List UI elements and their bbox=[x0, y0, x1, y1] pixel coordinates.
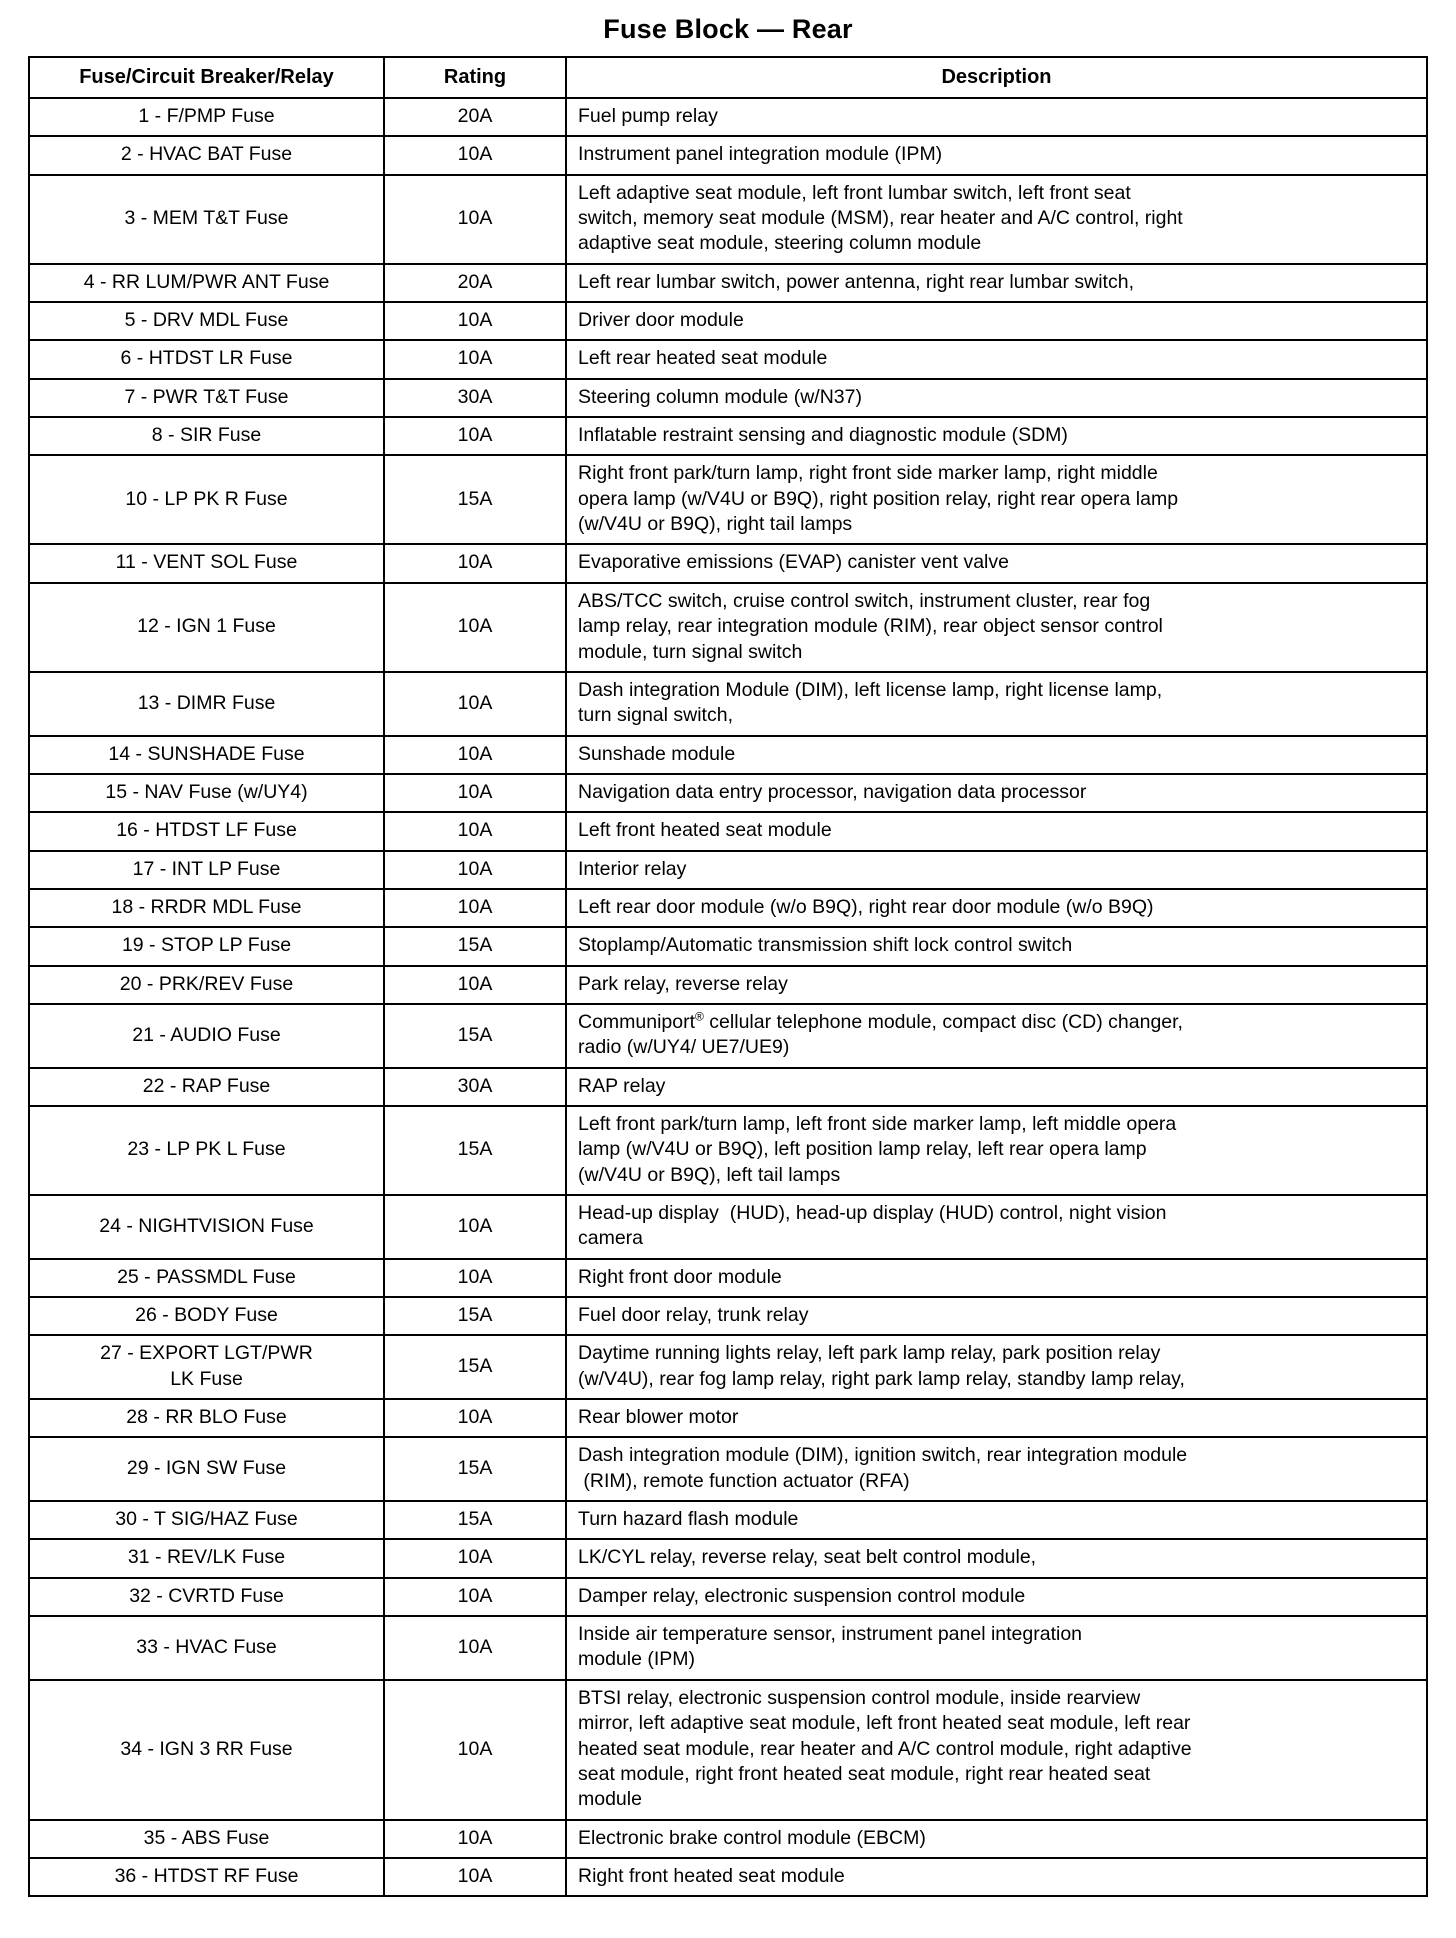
cell-description: Dash integration module (DIM), ignition switch, rear integration module (RIM), remote function actuator (RFA) bbox=[566, 1437, 1427, 1501]
cell-rating: 10A bbox=[384, 812, 566, 850]
cell-description: Daytime running lights relay, left park lamp relay, park position relay (w/V4U), rear fog lamp relay, right park lamp relay, standby lamp relay, bbox=[566, 1335, 1427, 1399]
cell-circuit: 7 - PWR T&T Fuse bbox=[29, 379, 384, 417]
cell-circuit: 2 - HVAC BAT Fuse bbox=[29, 136, 384, 174]
cell-circuit: 34 - IGN 3 RR Fuse bbox=[29, 1680, 384, 1820]
fuse-block-table bbox=[28, 56, 1428, 1897]
cell-rating: 10A bbox=[384, 736, 566, 774]
cell-circuit: 20 - PRK/REV Fuse bbox=[29, 966, 384, 1004]
cell-description: Instrument panel integration module (IPM) bbox=[566, 136, 1427, 174]
cell-description: Communiport® cellular telephone module, compact disc (CD) changer, radio (w/UY4/ UE7/UE9) bbox=[566, 1004, 1427, 1068]
cell-circuit: 22 - RAP Fuse bbox=[29, 1068, 384, 1106]
table-row bbox=[29, 1259, 1427, 1297]
table-row bbox=[29, 1680, 1427, 1820]
table-row bbox=[29, 889, 1427, 927]
table-row bbox=[29, 966, 1427, 1004]
table-row bbox=[29, 1335, 1427, 1399]
cell-rating: 15A bbox=[384, 1501, 566, 1539]
cell-circuit: 36 - HTDST RF Fuse bbox=[29, 1858, 384, 1896]
cell-rating: 15A bbox=[384, 1335, 566, 1399]
column-header-circuit: Fuse/Circuit Breaker/Relay bbox=[29, 57, 384, 98]
cell-description: Sunshade module bbox=[566, 736, 1427, 774]
cell-description: Left rear heated seat module bbox=[566, 340, 1427, 378]
table-row bbox=[29, 98, 1427, 136]
cell-rating: 10A bbox=[384, 1259, 566, 1297]
cell-circuit: 29 - IGN SW Fuse bbox=[29, 1437, 384, 1501]
cell-circuit: 15 - NAV Fuse (w/UY4) bbox=[29, 774, 384, 812]
table-row bbox=[29, 175, 1427, 264]
cell-description: Left rear door module (w/o B9Q), right rear door module (w/o B9Q) bbox=[566, 889, 1427, 927]
cell-description: LK/CYL relay, reverse relay, seat belt control module, bbox=[566, 1539, 1427, 1577]
cell-description: Head-up display (HUD), head-up display (HUD) control, night vision camera bbox=[566, 1195, 1427, 1259]
cell-description: BTSI relay, electronic suspension control module, inside rearview mirror, left adaptive seat module, left front heated seat module, left rear heated seat module, rear heater and A/C control module, right adaptive seat module, right front heated seat module, right rear heated seat module bbox=[566, 1680, 1427, 1820]
cell-description: Steering column module (w/N37) bbox=[566, 379, 1427, 417]
cell-description: Turn hazard flash module bbox=[566, 1501, 1427, 1539]
cell-circuit: 23 - LP PK L Fuse bbox=[29, 1106, 384, 1195]
table-row bbox=[29, 264, 1427, 302]
cell-rating: 20A bbox=[384, 264, 566, 302]
cell-description: Damper relay, electronic suspension control module bbox=[566, 1578, 1427, 1616]
cell-description: Inflatable restraint sensing and diagnostic module (SDM) bbox=[566, 417, 1427, 455]
cell-description: Stoplamp/Automatic transmission shift lock control switch bbox=[566, 927, 1427, 965]
table-row bbox=[29, 544, 1427, 582]
table-row bbox=[29, 672, 1427, 736]
cell-rating: 30A bbox=[384, 379, 566, 417]
table-row bbox=[29, 1501, 1427, 1539]
table-row bbox=[29, 1068, 1427, 1106]
cell-rating: 10A bbox=[384, 889, 566, 927]
cell-rating: 10A bbox=[384, 1858, 566, 1896]
cell-circuit: 12 - IGN 1 Fuse bbox=[29, 583, 384, 672]
cell-rating: 10A bbox=[384, 136, 566, 174]
table-row bbox=[29, 1578, 1427, 1616]
cell-description: RAP relay bbox=[566, 1068, 1427, 1106]
table-row bbox=[29, 1539, 1427, 1577]
cell-rating: 10A bbox=[384, 417, 566, 455]
cell-circuit: 17 - INT LP Fuse bbox=[29, 851, 384, 889]
cell-description: Right front park/turn lamp, right front side marker lamp, right middle opera lamp (w/V4U or B9Q), right position relay, right rear opera lamp (w/V4U or B9Q), right tail lamps bbox=[566, 455, 1427, 544]
cell-description: Left adaptive seat module, left front lumbar switch, left front seat switch, memory seat module (MSM), rear heater and A/C control, right adaptive seat module, steering column module bbox=[566, 175, 1427, 264]
cell-rating: 15A bbox=[384, 1297, 566, 1335]
cell-rating: 10A bbox=[384, 1195, 566, 1259]
cell-rating: 10A bbox=[384, 672, 566, 736]
cell-circuit: 5 - DRV MDL Fuse bbox=[29, 302, 384, 340]
cell-rating: 20A bbox=[384, 98, 566, 136]
cell-circuit: 27 - EXPORT LGT/PWR LK Fuse bbox=[29, 1335, 384, 1399]
cell-description: Left front park/turn lamp, left front side marker lamp, left middle opera lamp (w/V4U or B9Q), left position lamp relay, left rear opera lamp (w/V4U or B9Q), left tail lamps bbox=[566, 1106, 1427, 1195]
cell-circuit: 28 - RR BLO Fuse bbox=[29, 1399, 384, 1437]
cell-description: Interior relay bbox=[566, 851, 1427, 889]
table-row bbox=[29, 927, 1427, 965]
cell-description: Park relay, reverse relay bbox=[566, 966, 1427, 1004]
cell-circuit: 25 - PASSMDL Fuse bbox=[29, 1259, 384, 1297]
cell-circuit: 33 - HVAC Fuse bbox=[29, 1616, 384, 1680]
cell-description: Inside air temperature sensor, instrument panel integration module (IPM) bbox=[566, 1616, 1427, 1680]
table-row bbox=[29, 340, 1427, 378]
cell-rating: 15A bbox=[384, 1106, 566, 1195]
cell-description: Fuel door relay, trunk relay bbox=[566, 1297, 1427, 1335]
table-row bbox=[29, 1858, 1427, 1896]
cell-circuit: 4 - RR LUM/PWR ANT Fuse bbox=[29, 264, 384, 302]
table-row bbox=[29, 1297, 1427, 1335]
cell-circuit: 3 - MEM T&T Fuse bbox=[29, 175, 384, 264]
cell-description: Evaporative emissions (EVAP) canister vent valve bbox=[566, 544, 1427, 582]
table-row bbox=[29, 379, 1427, 417]
cell-rating: 15A bbox=[384, 927, 566, 965]
cell-rating: 10A bbox=[384, 851, 566, 889]
table-row bbox=[29, 1004, 1427, 1068]
table-row bbox=[29, 302, 1427, 340]
cell-rating: 10A bbox=[384, 1680, 566, 1820]
table-row bbox=[29, 1195, 1427, 1259]
cell-rating: 10A bbox=[384, 966, 566, 1004]
cell-rating: 10A bbox=[384, 302, 566, 340]
cell-rating: 30A bbox=[384, 1068, 566, 1106]
cell-rating: 15A bbox=[384, 1437, 566, 1501]
cell-circuit: 31 - REV/LK Fuse bbox=[29, 1539, 384, 1577]
column-header-rating: Rating bbox=[384, 57, 566, 98]
table-row bbox=[29, 136, 1427, 174]
cell-description: Dash integration Module (DIM), left license lamp, right license lamp, turn signal switch, bbox=[566, 672, 1427, 736]
table-row bbox=[29, 583, 1427, 672]
cell-rating: 10A bbox=[384, 1539, 566, 1577]
table-row bbox=[29, 812, 1427, 850]
cell-rating: 10A bbox=[384, 340, 566, 378]
cell-circuit: 6 - HTDST LR Fuse bbox=[29, 340, 384, 378]
cell-description: Left front heated seat module bbox=[566, 812, 1427, 850]
cell-circuit: 24 - NIGHTVISION Fuse bbox=[29, 1195, 384, 1259]
table-row bbox=[29, 417, 1427, 455]
cell-circuit: 19 - STOP LP Fuse bbox=[29, 927, 384, 965]
cell-description: Right front door module bbox=[566, 1259, 1427, 1297]
table-header-row bbox=[29, 57, 1427, 98]
cell-description: Electronic brake control module (EBCM) bbox=[566, 1820, 1427, 1858]
cell-description: Right front heated seat module bbox=[566, 1858, 1427, 1896]
cell-description: Left rear lumbar switch, power antenna, right rear lumbar switch, bbox=[566, 264, 1427, 302]
cell-rating: 15A bbox=[384, 455, 566, 544]
cell-circuit: 21 - AUDIO Fuse bbox=[29, 1004, 384, 1068]
table-row bbox=[29, 851, 1427, 889]
cell-rating: 10A bbox=[384, 175, 566, 264]
table-row bbox=[29, 1616, 1427, 1680]
cell-rating: 15A bbox=[384, 1004, 566, 1068]
cell-circuit: 16 - HTDST LF Fuse bbox=[29, 812, 384, 850]
table-row bbox=[29, 455, 1427, 544]
table-row bbox=[29, 1106, 1427, 1195]
cell-circuit: 35 - ABS Fuse bbox=[29, 1820, 384, 1858]
cell-rating: 10A bbox=[384, 1399, 566, 1437]
cell-description: ABS/TCC switch, cruise control switch, instrument cluster, rear fog lamp relay, rear integration module (RIM), rear object sensor control module, turn signal switch bbox=[566, 583, 1427, 672]
cell-description: Driver door module bbox=[566, 302, 1427, 340]
table-row bbox=[29, 1399, 1427, 1437]
table-row bbox=[29, 1820, 1427, 1858]
column-header-description: Description bbox=[566, 57, 1427, 98]
cell-rating: 10A bbox=[384, 1820, 566, 1858]
cell-rating: 10A bbox=[384, 544, 566, 582]
cell-rating: 10A bbox=[384, 583, 566, 672]
cell-circuit: 30 - T SIG/HAZ Fuse bbox=[29, 1501, 384, 1539]
cell-circuit: 32 - CVRTD Fuse bbox=[29, 1578, 384, 1616]
cell-circuit: 8 - SIR Fuse bbox=[29, 417, 384, 455]
cell-rating: 10A bbox=[384, 1616, 566, 1680]
cell-rating: 10A bbox=[384, 774, 566, 812]
cell-circuit: 1 - F/PMP Fuse bbox=[29, 98, 384, 136]
table-row bbox=[29, 1437, 1427, 1501]
cell-description: Navigation data entry processor, navigation data processor bbox=[566, 774, 1427, 812]
cell-rating: 10A bbox=[384, 1578, 566, 1616]
cell-circuit: 10 - LP PK R Fuse bbox=[29, 455, 384, 544]
table-row bbox=[29, 736, 1427, 774]
cell-circuit: 11 - VENT SOL Fuse bbox=[29, 544, 384, 582]
cell-circuit: 18 - RRDR MDL Fuse bbox=[29, 889, 384, 927]
cell-circuit: 14 - SUNSHADE Fuse bbox=[29, 736, 384, 774]
cell-description: Fuel pump relay bbox=[566, 98, 1427, 136]
cell-circuit: 26 - BODY Fuse bbox=[29, 1297, 384, 1335]
cell-description: Rear blower motor bbox=[566, 1399, 1427, 1437]
table-row bbox=[29, 774, 1427, 812]
cell-circuit: 13 - DIMR Fuse bbox=[29, 672, 384, 736]
table-body bbox=[29, 98, 1427, 1896]
page-title: Fuse Block — Rear bbox=[603, 14, 853, 44]
